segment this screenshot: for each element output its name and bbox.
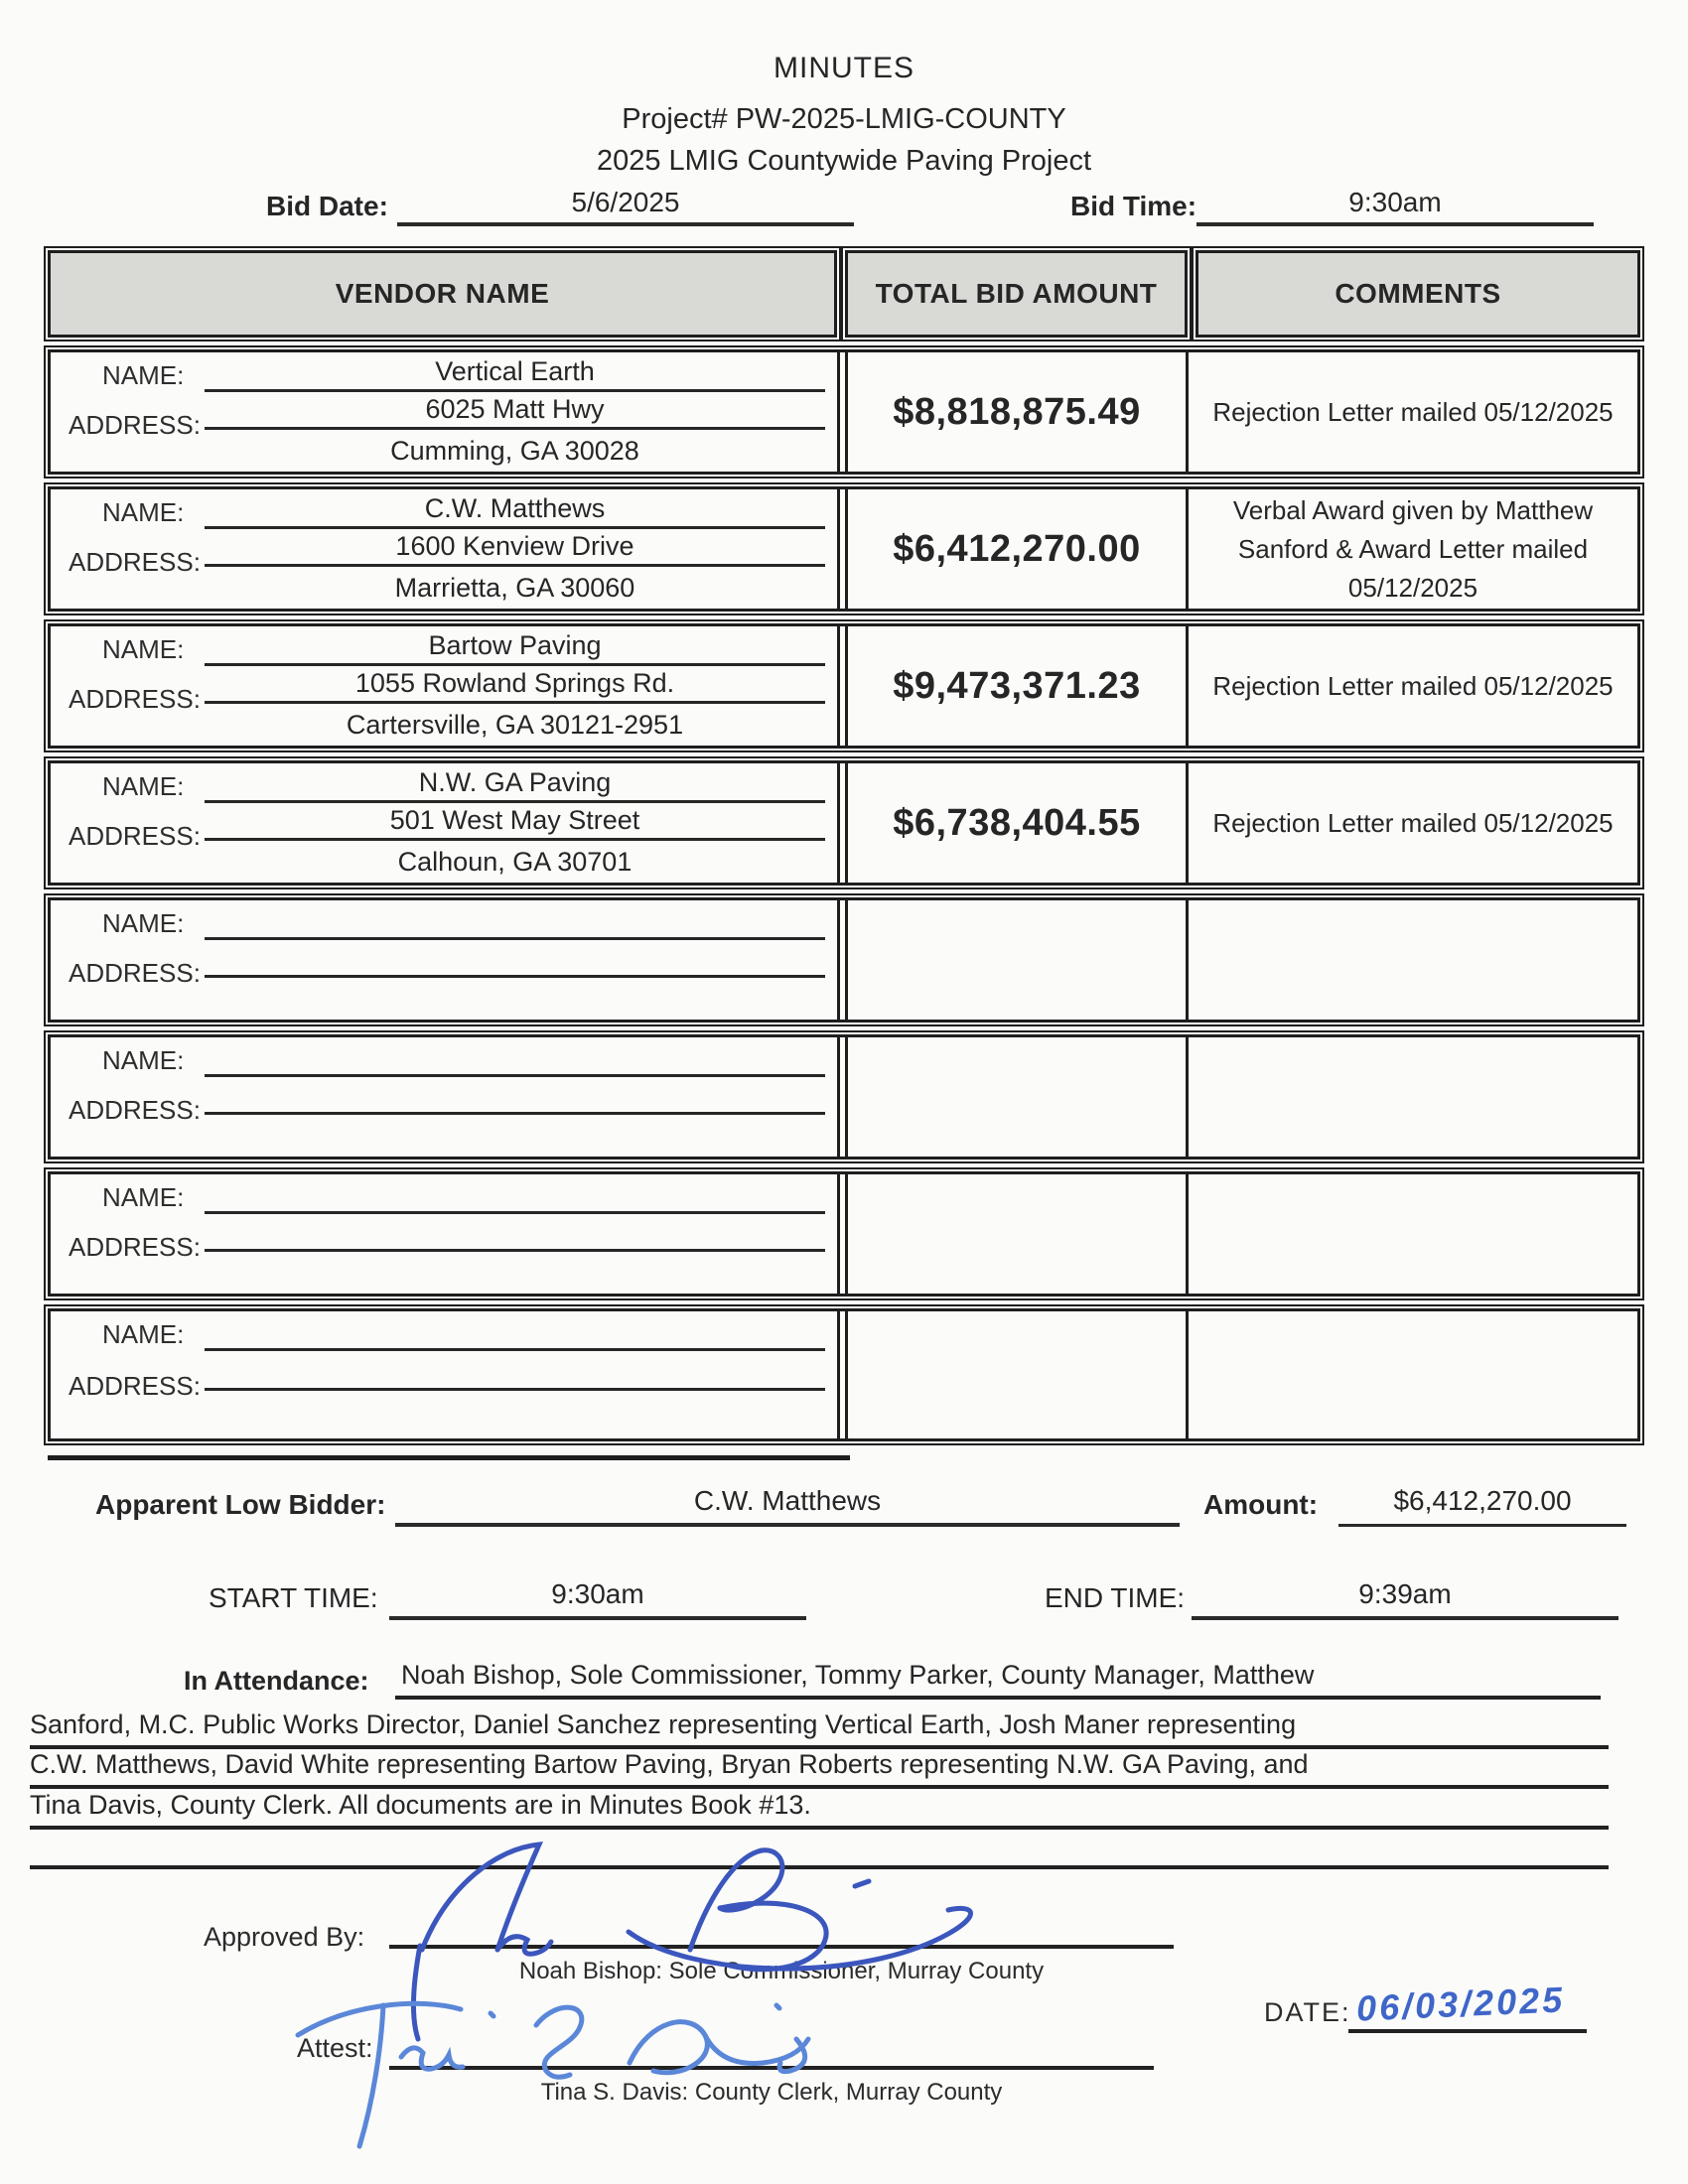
comments-value: Verbal Award given by Matthew Sanford & Award Letter mailed 05/12/2025 <box>1232 494 1594 603</box>
vendor-cell <box>51 763 840 883</box>
address-street-value <box>205 1079 825 1115</box>
approved-by-caption: Noah Bishop: Sole Commissioner, Murray County <box>518 1958 1045 1984</box>
table-row <box>48 897 1640 1023</box>
vendor-cell <box>51 352 840 472</box>
apparent-low-bidder-value: C.W. Matthews <box>395 1485 1180 1527</box>
project-number: Project# PW-2025-LMIG-COUNTY <box>622 103 1066 135</box>
total-bid-value <box>845 1037 1189 1157</box>
address-city-value: Cumming, GA 30028 <box>390 436 639 466</box>
total-bid-value: $9,473,371.23 <box>845 626 1189 746</box>
table-row <box>48 623 1640 749</box>
address-label: ADDRESS: <box>69 958 201 988</box>
amount-value: $6,412,270.00 <box>1338 1485 1626 1527</box>
bid-time-label: Bid Time: <box>1070 191 1197 221</box>
comments-value <box>1189 1311 1637 1438</box>
total-bid-value: $6,412,270.00 <box>845 489 1189 609</box>
column-header-total-bid: TOTAL BID AMOUNT <box>845 250 1188 338</box>
total-bid-value <box>845 1311 1189 1438</box>
comments-value: Rejection Letter mailed 05/12/2025 <box>1212 396 1614 427</box>
address-label: ADDRESS: <box>69 1232 201 1262</box>
column-header-comments: COMMENTS <box>1196 250 1640 338</box>
total-bid-value <box>845 900 1189 1020</box>
start-time-label: START TIME: <box>209 1582 378 1613</box>
comments-value <box>1189 1037 1637 1157</box>
vendor-name-value <box>205 904 825 940</box>
name-label: NAME: <box>102 771 185 801</box>
address-label: ADDRESS: <box>69 821 201 851</box>
date-value-handwritten: 06/03/2025 <box>1355 1979 1566 2029</box>
vendor-name-value: Vertical Earth <box>205 356 825 392</box>
start-time-value: 9:30am <box>389 1578 806 1620</box>
table-row <box>48 1308 1640 1441</box>
vendor-name-value <box>205 1178 825 1214</box>
address-city-value: Cartersville, GA 30121-2951 <box>346 710 684 740</box>
page-title: MINUTES <box>774 52 914 84</box>
table-row <box>48 486 1640 612</box>
address-label: ADDRESS: <box>69 1371 201 1401</box>
bid-date-label: Bid Date: <box>266 191 388 221</box>
amount-label: Amount: <box>1203 1489 1319 1520</box>
vendor-cell <box>51 900 840 1020</box>
vendor-cell <box>51 489 840 609</box>
project-name: 2025 LMIG Countywide Paving Project <box>596 145 1092 177</box>
attest-signature-line <box>389 2027 1154 2070</box>
date-label: DATE: <box>1264 1997 1351 2027</box>
name-label: NAME: <box>102 360 185 390</box>
comments-value: Rejection Letter mailed 05/12/2025 <box>1212 670 1614 701</box>
end-time-label: END TIME: <box>1045 1582 1186 1613</box>
table-row <box>48 760 1640 886</box>
end-time-value: 9:39am <box>1192 1578 1618 1620</box>
name-label: NAME: <box>102 908 185 938</box>
name-label: NAME: <box>102 1045 185 1075</box>
approved-by-signature-line <box>389 1906 1174 1949</box>
table-row <box>48 1171 1640 1297</box>
name-label: NAME: <box>102 1319 185 1349</box>
comments-value <box>1189 1174 1637 1294</box>
address-city-value: Calhoun, GA 30701 <box>397 847 633 877</box>
attest-caption: Tina S. Davis: County Clerk, Murray County <box>540 2079 1003 2106</box>
apparent-low-bidder-label: Apparent Low Bidder: <box>95 1489 386 1520</box>
table-row <box>48 1034 1640 1160</box>
address-street-value: 501 West May Street <box>205 805 825 841</box>
total-bid-value: $6,738,404.55 <box>845 763 1189 883</box>
address-street-value <box>205 942 825 978</box>
comments-value: Rejection Letter mailed 05/12/2025 <box>1212 807 1614 838</box>
approved-by-label: Approved By: <box>204 1922 365 1952</box>
column-header-vendor-name: VENDOR NAME <box>48 250 837 338</box>
vendor-name-value: N.W. GA Paving <box>205 767 825 803</box>
vendor-name-value <box>205 1315 825 1351</box>
attendance-line-2: Sanford, M.C. Public Works Director, Daniel Sanchez representing Vertical Earth, Josh Maner representing <box>30 1709 1609 1749</box>
vendor-cell <box>51 1174 840 1294</box>
attendance-line-3: C.W. Matthews, David White representing Bartow Paving, Bryan Roberts representing N.W. GA Paving, and <box>30 1749 1609 1789</box>
name-label: NAME: <box>102 1182 185 1212</box>
vendor-name-value: C.W. Matthews <box>205 493 825 529</box>
attendance-line-4: Tina Davis, County Clerk. All documents are in Minutes Book #13. <box>30 1790 1609 1830</box>
vendor-cell <box>51 1311 840 1438</box>
address-street-value: 6025 Matt Hwy <box>205 394 825 430</box>
address-street-value <box>205 1216 825 1252</box>
address-label: ADDRESS: <box>69 547 201 577</box>
table-row <box>48 349 1640 475</box>
total-bid-value <box>845 1174 1189 1294</box>
vendor-name-value: Bartow Paving <box>205 630 825 666</box>
address-city-value: Marrietta, GA 30060 <box>394 573 635 603</box>
vendor-cell <box>51 1037 840 1157</box>
attest-label: Attest: <box>297 2033 373 2063</box>
vendor-cell <box>51 626 840 746</box>
address-label: ADDRESS: <box>69 410 201 440</box>
address-street-value: 1055 Rowland Springs Rd. <box>205 668 825 704</box>
comments-value <box>1189 900 1637 1020</box>
address-label: ADDRESS: <box>69 1095 201 1125</box>
address-street-value <box>205 1355 825 1391</box>
address-street-value: 1600 Kenview Drive <box>205 531 825 567</box>
attendance-blank-line <box>30 1830 1609 1869</box>
total-bid-value: $8,818,875.49 <box>845 352 1189 472</box>
name-label: NAME: <box>102 634 185 664</box>
address-label: ADDRESS: <box>69 684 201 714</box>
table-bottom-rule <box>48 1455 850 1460</box>
bid-date-value: 5/6/2025 <box>397 187 854 226</box>
bid-time-value: 9:30am <box>1196 187 1594 226</box>
vendor-name-value <box>205 1041 825 1077</box>
in-attendance-label: In Attendance: <box>184 1666 369 1696</box>
name-label: NAME: <box>102 497 185 527</box>
attendance-line-1: Noah Bishop, Sole Commissioner, Tommy Parker, County Manager, Matthew <box>395 1660 1601 1700</box>
